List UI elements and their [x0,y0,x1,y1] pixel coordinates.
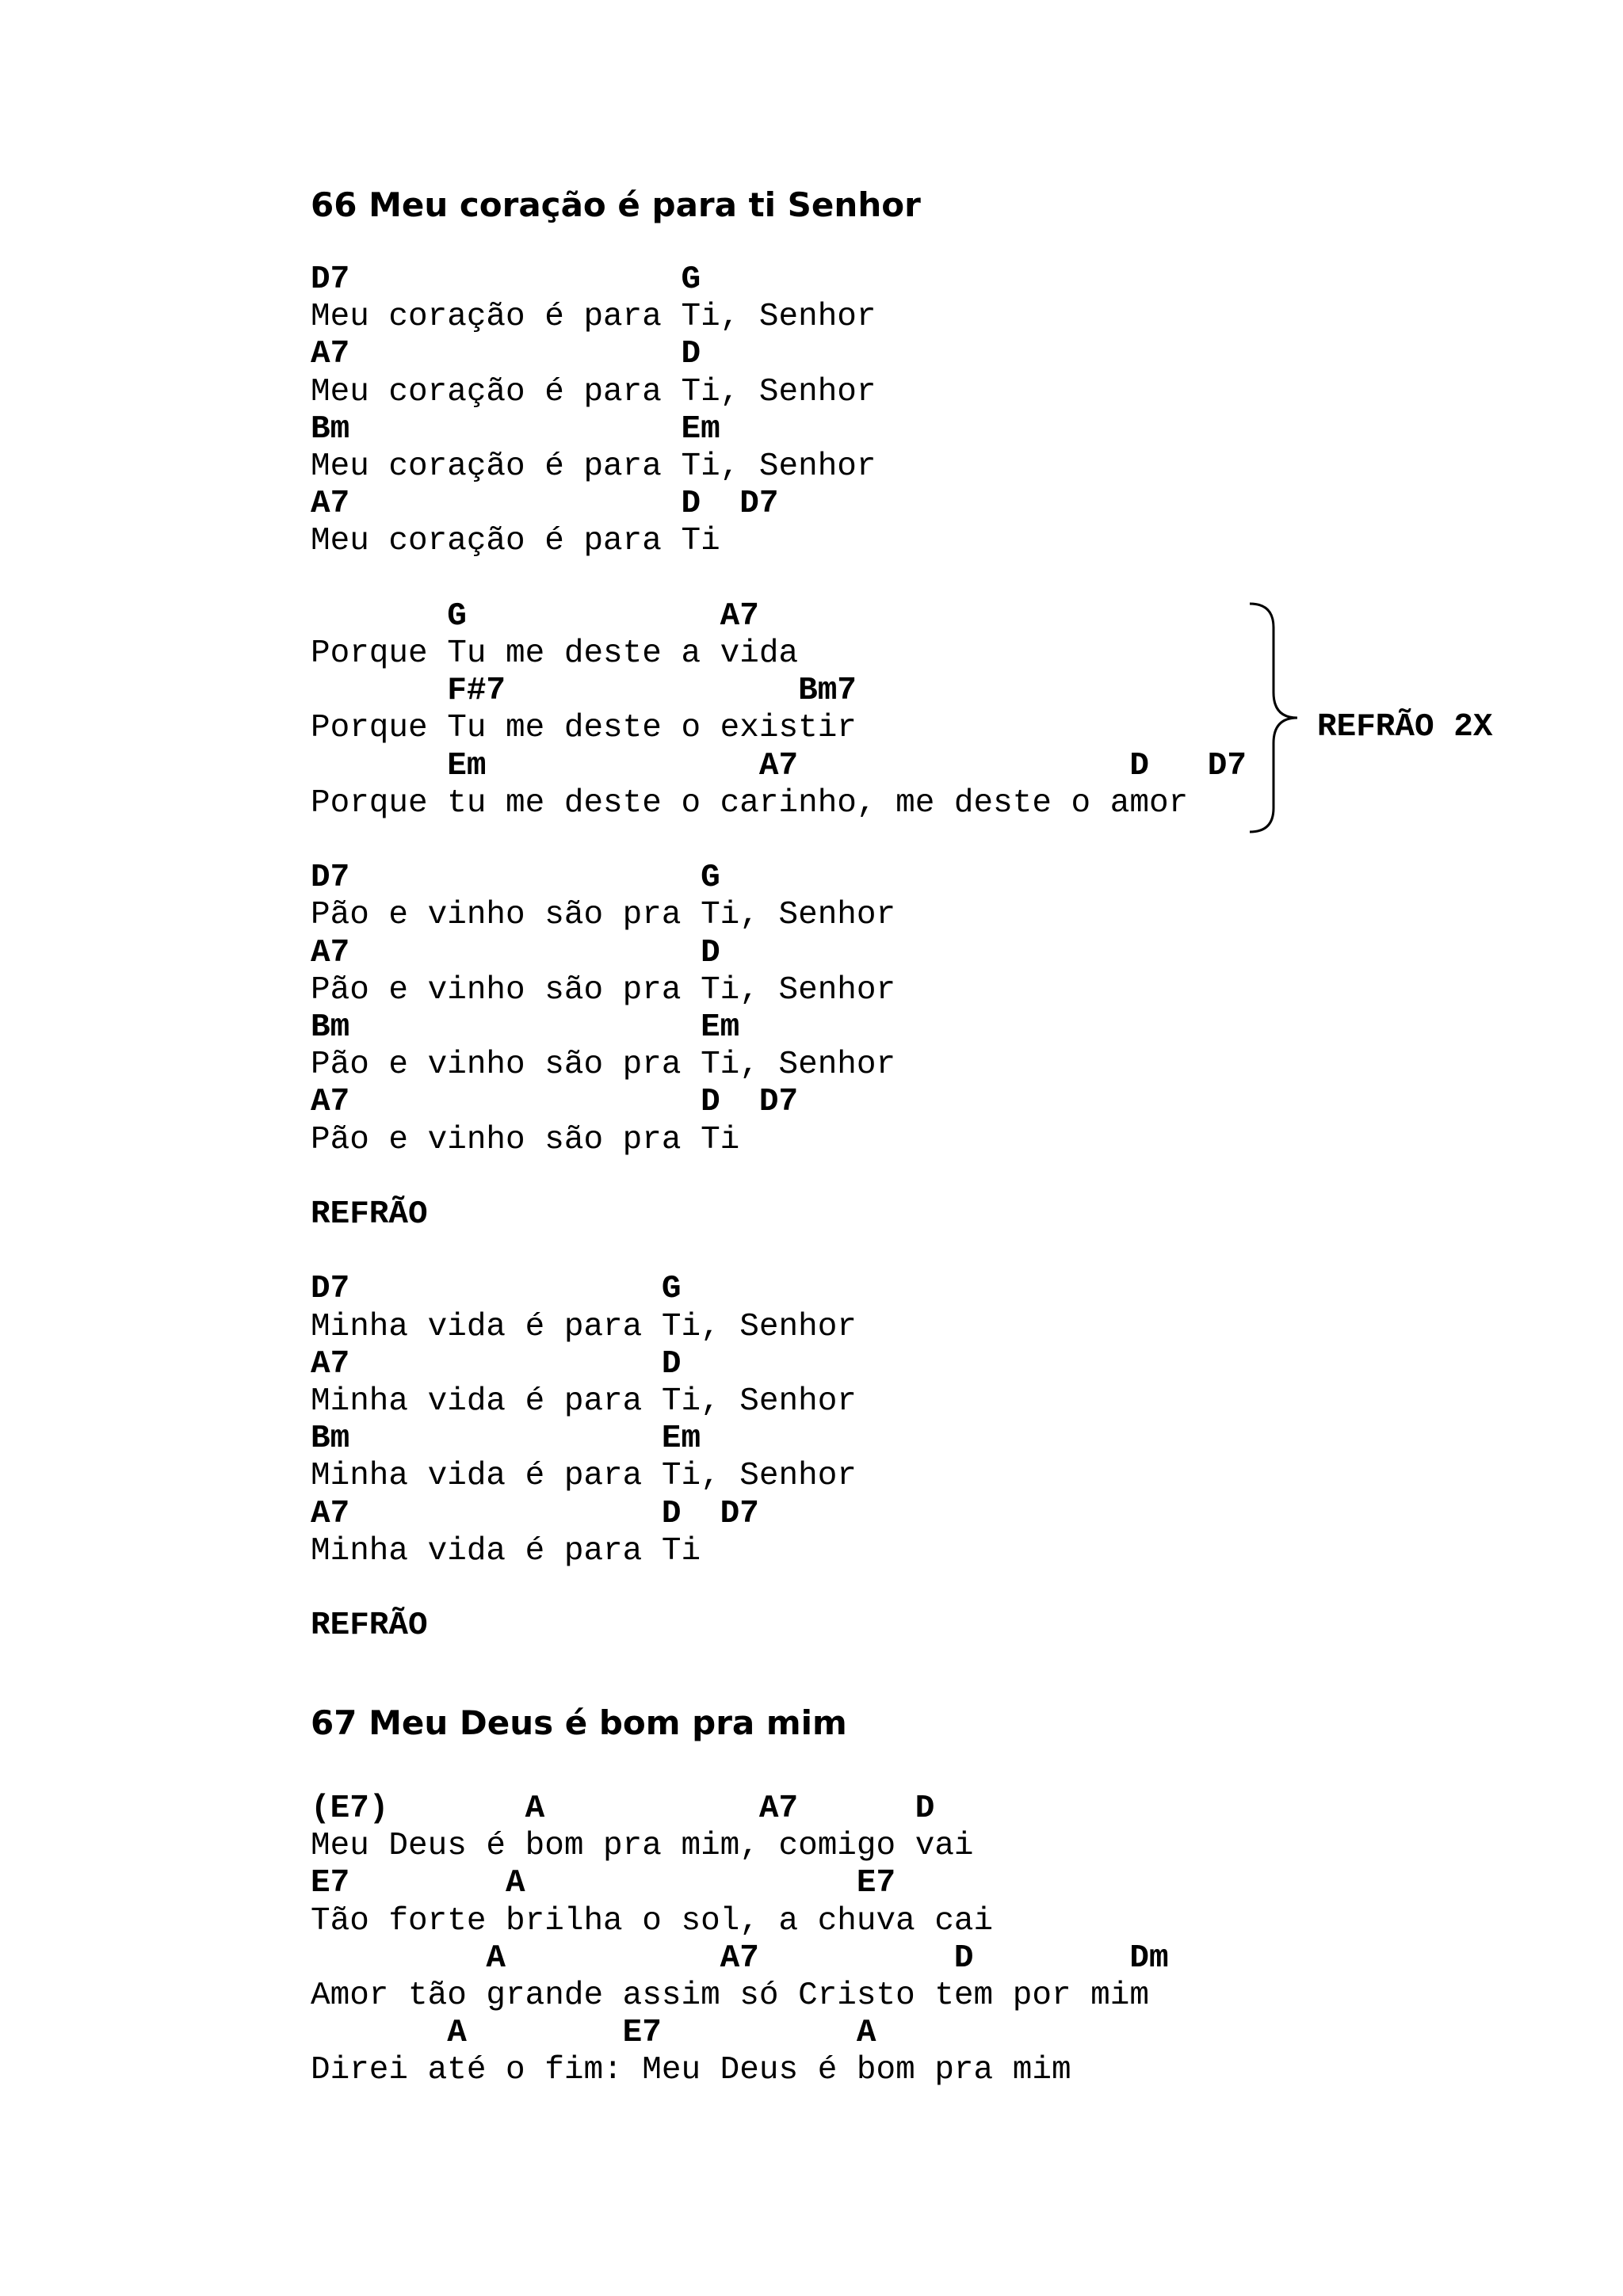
lyric-line: Minha vida é para Ti, Senhor [311,1383,857,1420]
chord-line: A E7 A [311,2015,876,2052]
lyric-line: Porque Tu me deste a vida [311,635,799,672]
chord-line: A7 D [311,336,701,373]
lyric-line: Minha vida é para Ti [311,1532,701,1569]
lyric-line: Pão e vinho são pra Ti [311,1121,740,1158]
chord-line: A A7 D Dm [311,1939,1169,1977]
lyric-line: Minha vida é para Ti, Senhor [311,1308,857,1345]
lyric-line: Meu coração é para Ti, Senhor [311,299,876,336]
song-title: 67 Meu Deus é bom pra mim [311,1703,847,1742]
lyric-line: Meu Deus é bom pra mim, comigo vai [311,1828,974,1865]
chord-line: A7 D [311,934,720,971]
chord-line: A7 D [311,1345,682,1383]
chord-line: Bm Em [311,1421,701,1458]
chord-line: (E7) A A7 D [311,1791,935,1827]
song-title: 66 Meu coração é para ti Senhor [311,185,921,224]
chord-line: A7 D D7 [311,486,779,523]
section-label: REFRÃO [311,1196,428,1233]
lyric-line: Meu coração é para Ti, Senhor [311,373,876,410]
lyric-line: Pão e vinho são pra Ti, Senhor [311,1047,896,1084]
refrain-repeat-note: REFRÃO 2X [1317,709,1493,746]
chord-line: G A7 [311,597,759,635]
lyric-line: Minha vida é para Ti, Senhor [311,1458,857,1495]
chord-line: D7 G [311,1271,682,1308]
chord-line: E7 A E7 [311,1865,896,1902]
chord-line: D7 G [311,261,701,298]
chord-line: Bm Em [311,1009,740,1046]
lyric-line: Direi até o fim: Meu Deus é bom pra mim [311,2052,1071,2089]
lyric-line: Porque tu me deste o carinho, me deste o amor [311,784,1189,822]
section-label: REFRÃO [311,1608,428,1645]
refrain-brace-icon [1240,599,1319,837]
chord-line: Em A7 D D7 [311,747,1247,784]
lyric-line: Pão e vinho são pra Ti, Senhor [311,897,896,934]
chord-line: A7 D D7 [311,1495,759,1532]
lyric-line: Pão e vinho são pra Ti, Senhor [311,971,896,1009]
chord-line: D7 G [311,860,720,897]
lyric-line: Porque Tu me deste o existir [311,710,857,747]
chord-line: F#7 Bm7 [311,673,857,710]
lyric-line: Meu coração é para Ti, Senhor [311,448,876,485]
chord-line: Bm Em [311,410,720,448]
lyric-line: Tão forte brilha o sol, a chuva cai [311,1902,994,1939]
lyric-line: Meu coração é para Ti [311,523,720,560]
chord-line: A7 D D7 [311,1084,799,1121]
lyric-line: Amor tão grande assim só Cristo tem por mim [311,1978,1149,2014]
